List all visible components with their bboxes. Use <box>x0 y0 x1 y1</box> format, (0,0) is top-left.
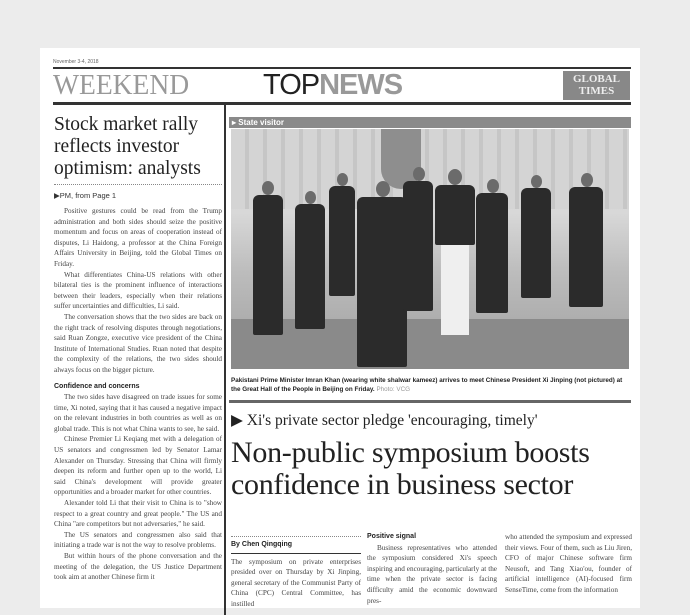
white-kameez <box>441 245 469 335</box>
dotted-divider <box>54 184 222 185</box>
caption-rule <box>229 400 631 403</box>
left-headline: Stock market rally reflects investor optimism: analysts <box>54 114 201 179</box>
paragraph: But within hours of the phone conversation and the meeting of the delegation, the US Justice Department took aim at another Chinese firm it <box>54 552 222 582</box>
paragraph: The conversation shows that the two sides are back on the right track of resolving disputes through negotiations, said Ruan Zongze, executive vice president of the China Institute of International Studies. Ruan noted that despite the complexity of the relations, the two sides should always focus on the bigger picture. <box>54 312 222 374</box>
photo-carpet <box>231 319 629 369</box>
column-divider <box>224 105 226 615</box>
paragraph: Business representatives who attended the symposium considered Xi's speech inspiring and encouraging, particularly at the time when the private sector is facing difficulty amid the economic downward pres- <box>367 543 497 605</box>
main-col-3 <box>505 532 632 596</box>
continued-kicker: ▶PM, from Page 1 <box>54 191 117 200</box>
photo-credit: Photo: VCG <box>376 386 411 393</box>
caption-text: Pakistani Prime Minister Imran Khan (wearing white shalwar kameez) arrives to meet Chinese President Xi Jinping (not pictured) at the Great Hall of the People in Beijing on Friday. <box>231 377 623 393</box>
state-visitor-label: ▸ State visitor <box>229 117 631 128</box>
main-headline: Non-public symposium boosts confidence in business sector <box>231 436 590 501</box>
byline: By Chen Qingqing <box>231 536 361 554</box>
global-times-logo: GLOBAL TIMES <box>563 71 630 100</box>
newspaper-page <box>40 48 640 608</box>
subhead: Confidence and concerns <box>54 382 140 390</box>
paragraph: Positive gestures could be read from the Trump administration and both sides should seize the positive momentum and focus on areas of cooperation instead of disputes, Li Haidong, a professor at the China Foreign Affairs University in Beijing, told the Global Times on Friday. <box>54 207 222 268</box>
paragraph: The two sides have disagreed on trade issues for some time, Xi noted, saying that it has caused a negative impact on the relevant industries in both countries as well as on global trade. This is not what China wants to see, he said. <box>54 393 222 433</box>
news-photo <box>231 129 629 369</box>
main-kicker: ▶ Xi's private sector pledge 'encouraging, timely' <box>231 412 538 429</box>
paragraph: Alexander told Li that their visit to China is to "show respect to a great country and great people." The US and China "are competitors but not adversaries," he said. <box>54 499 222 529</box>
page-title <box>263 70 402 100</box>
issue-date: November 3-4, 2018 <box>53 59 99 65</box>
kicker-text: PM, from Page 1 <box>59 191 117 200</box>
masthead-rule <box>53 102 631 105</box>
subhead: Positive signal <box>367 533 417 540</box>
paragraph: Chinese Premier Li Keqiang met with a delegation of US senators and congressmen led by Senator Lamar Alexander on Thursday. Stressing that China will firmly deepen its reform and further open up to the world, Li said China's development will provide greater opportunities and a broader market for other countries. <box>54 435 222 497</box>
paragraph: who attended the symposium and expressed their views. Four of them, such as Liu Jiren, CFO of major Chinese software firm Neusoft, and Tang Xiao'ou, founder of artificial intelligence (AI)-focused firm SenseTime, come from the information <box>505 533 632 594</box>
main-col-2 <box>367 532 497 606</box>
paragraph: The symposium on private enterprises presided over on Thursday by Xi Jinping, general secretary of the Communist Party of China (CPC) Central Committee, has instilled <box>231 557 361 608</box>
title-dark: TOP <box>263 69 320 101</box>
kicker-text: Xi's private sector pledge 'encouraging, timely' <box>246 412 538 429</box>
section-name: WEEKEND <box>53 69 190 101</box>
photo-caption <box>231 376 631 394</box>
title-light: NEWS <box>319 69 403 101</box>
main-col-1 <box>231 536 361 610</box>
paragraph: What differentiates China-US relations with other bilateral ties is the prominent influence of interactions between their leaders, especially when their relations suffer uncertainties and difficulties, Li said. <box>54 270 222 311</box>
left-story-body <box>54 206 222 583</box>
paragraph: The US senators and congressmen also said that initiating a trade war is not the way to resolve problems. <box>54 530 222 550</box>
label-text: State visitor <box>238 118 285 127</box>
